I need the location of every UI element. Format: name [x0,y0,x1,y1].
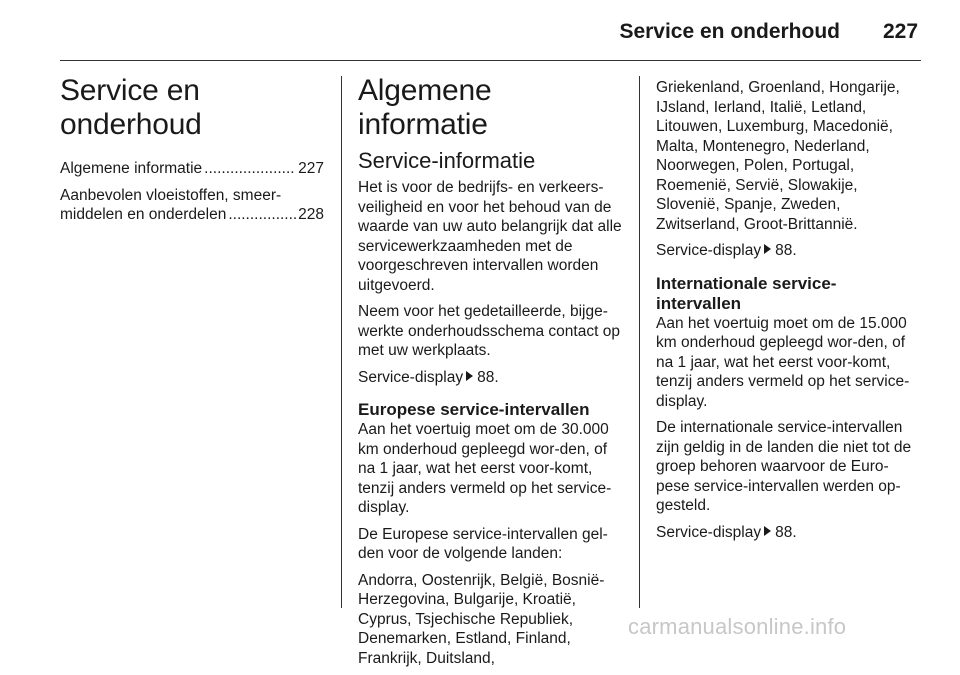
country-list: Andorra, Oostenrijk, België, Bosnië-Herzegovina, Bulgarije, Kroatië, Cyprus, Tsjechische Republiek, Denemarken, Estland, Finland, Frankrijk, Duitsland, [358,571,605,667]
chapter-title: Service en onderhoud [60,74,202,141]
reference-page: 88. [775,242,797,259]
toc-entry[interactable] [60,186,324,225]
toc-entry-label-line1: Aanbevolen vloeistoffen, smeer- [60,186,282,204]
paragraph: Aan het voertuig moet om de 15.000 km onderhoud gepleegd wor-den, of na 1 jaar, wat het eerst voor-komt, tenzij anders vermeld op het service-display. [656,314,910,410]
cross-reference[interactable] [656,523,922,543]
toc-entry-label: Algemene informatie [60,160,203,177]
toc-entry-label-line2: middelen en onderdelen [60,206,227,223]
content-column-2 [358,74,624,675]
paragraph: De internationale service-intervallen zijn geldig in de landen die niet tot de groep behoren waarvoor de Euro-pese service-intervallen werden op-gesteld. [656,419,912,514]
toc-entry[interactable] [60,159,324,179]
content-column-3 [656,78,922,549]
heading-line: intervallen [656,293,742,313]
reference-text: Service-display [656,523,762,541]
reference-text: Service-display [656,242,762,259]
reference-arrow-icon [764,244,771,254]
country-list: Griekenland, Groenland, Hongarije, IJsland, Ierland, Italië, Letland, Litouwen, Luxemburg, Macedonië, Malta, Montenegro, Nederland, Noorwegen, Polen, Portugal, Roemenië, Servië, Slowakije, Slovenië, Spanje, Zweden, Zwitserland, Groot-Brittannië. [656,79,900,233]
reference-arrow-icon [764,526,771,536]
toc-entry-page: 228 [298,206,324,223]
running-header-title: Service en onderhoud [619,20,840,43]
toc-column [60,74,324,232]
paragraph-heading [656,274,922,314]
heading-line: Internationale service- [656,273,837,293]
cross-reference[interactable] [358,368,624,388]
section-heading: Algemene informatie [358,74,492,141]
paragraph: Neem voor het gedetailleerde, bijge-werkte onderhoudsschema contact op met uw werkplaats. [358,303,620,359]
cross-reference[interactable] [656,241,922,261]
header-rule [60,60,921,61]
paragraph: Aan het voertuig moet om de 30.000 km onderhoud gepleegd wor-den, of na 1 jaar, wat het eerst voor-komt, tenzij anders vermeld op het service-display. [358,421,612,516]
column-divider-1 [341,76,342,608]
toc-leader-dots [204,159,296,179]
paragraph-heading: Europese service-intervallen [358,400,590,419]
toc-entry-page: 227 [298,160,324,177]
toc-leader-dots [228,205,296,225]
subsection-heading: Service-informatie [358,148,536,173]
reference-page: 88. [775,523,797,541]
paragraph: Het is voor de bedrijfs- en verkeers-veiligheid en voor het behoud van de waarde van uw auto belangrijk dat alle servicewerkzaamheden met de voorgeschreven intervallen worden uitgevoerd. [358,179,622,294]
reference-arrow-icon [466,371,473,381]
reference-page: 88. [477,368,499,386]
page-number: 227 [883,20,919,43]
watermark: carmanualsonline.info [628,614,847,639]
column-divider-2 [639,76,640,608]
paragraph: De Europese service-intervallen gel-den voor de volgende landen: [358,525,608,562]
reference-text: Service-display [358,368,464,386]
